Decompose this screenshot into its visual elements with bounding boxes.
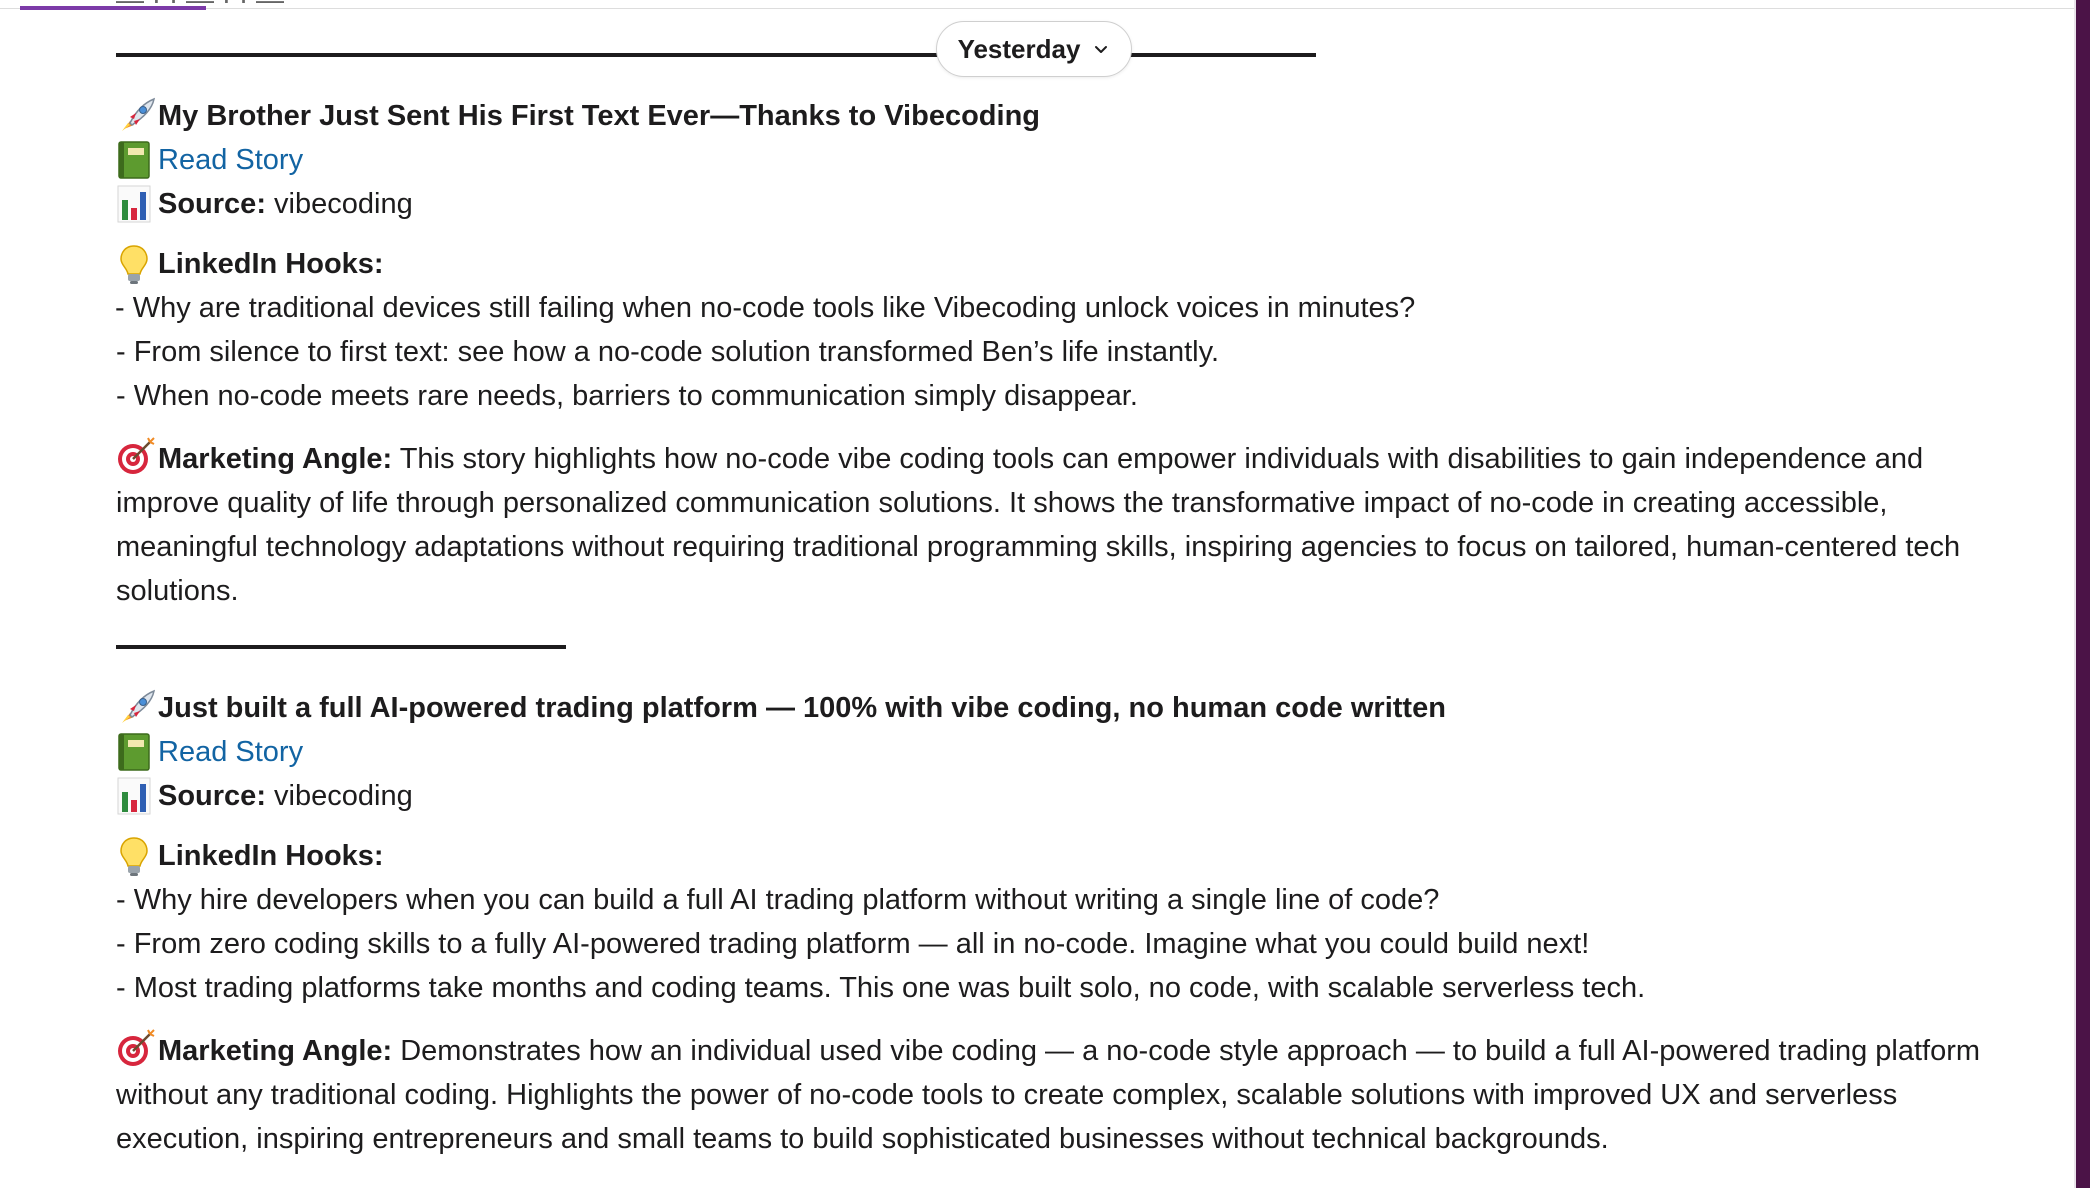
marketing-angle-label: Marketing Angle: (158, 443, 393, 475)
message-pane-top-border (0, 0, 2090, 9)
hooks-heading-row (116, 834, 2026, 878)
rocket-icon (116, 686, 158, 730)
light-bulb-icon (116, 242, 158, 286)
bar-chart-icon (116, 182, 158, 226)
source-row (116, 774, 2026, 818)
story-message (116, 686, 2026, 1161)
marketing-angle-paragraph (116, 434, 2026, 613)
read-story-row (116, 730, 2026, 774)
marketing-angle-label: Marketing Angle: (158, 1035, 393, 1067)
source-row (116, 182, 2026, 226)
marketing-angle-text: This story highlights how no-code vibe coding tools can empower individuals with disabilities to gain independence and improve quality of life through personalized communication solutions. It shows the transformative impact of no-code in creating accessible, meaningful technology adaptations without requiring traditional programming skills, inspiring agencies to focus on tailored, human-centered tech solutions. (116, 443, 1961, 607)
hook-item: - Why hire developers when you can build a full AI trading platform without writing a single line of code? (116, 884, 1440, 916)
hooks-heading: LinkedIn Hooks: (158, 840, 384, 872)
green-book-icon (116, 730, 158, 774)
direct-hit-icon (116, 1026, 158, 1070)
story-title-row (116, 686, 2026, 730)
date-label: Yesterday (957, 33, 1081, 64)
chevron-down-icon (1092, 40, 1110, 58)
story-message (116, 94, 2026, 613)
story-title: My Brother Just Sent His First Text Ever—Thanks to Vibecoding (158, 100, 1040, 132)
date-divider-line-right (1126, 53, 1316, 57)
story-title: Just built a full AI-powered trading platform — 100% with vibe coding, no human code written (158, 692, 1446, 724)
hook-item: - From silence to first text: see how a no-code solution transformed Ben’s life instantly. (116, 336, 1220, 368)
marketing-angle-paragraph (116, 1026, 2026, 1161)
hook-item: - Why are traditional devices still failing when no-code tools like Vibecoding unlock voices in minutes? (115, 292, 1416, 324)
rocket-icon (116, 94, 158, 138)
read-story-row (116, 138, 2026, 182)
hook-item: - From zero coding skills to a fully AI-powered trading platform — all in no-code. Imagine what you could build next! (116, 928, 1590, 960)
sidebar-edge (2076, 0, 2090, 1188)
read-story-link[interactable]: Read Story (158, 736, 304, 768)
clipped-previous-message (116, 0, 284, 10)
hooks-heading: LinkedIn Hooks: (158, 248, 384, 280)
hooks-heading-row (116, 242, 2026, 286)
date-jump-button[interactable] (936, 21, 1132, 77)
date-divider-line-left (116, 53, 942, 57)
green-book-icon (116, 138, 158, 182)
marketing-angle-text: Demonstrates how an individual used vibe coding — a no-code style approach — to build a full AI-powered trading platform without any traditional coding. Highlights the power of no-code tools to create complex, scalable solutions with improved UX and serverless execution, inspiring entrepreneurs and small teams to build sophisticated businesses without technical backgrounds. (116, 1035, 1981, 1155)
story-separator (116, 645, 566, 649)
light-bulb-icon (116, 834, 158, 878)
source-value: vibecoding (274, 780, 413, 812)
source-label: Source: (158, 188, 266, 220)
story-title-row (116, 94, 2026, 138)
source-label: Source: (158, 780, 266, 812)
hook-item: - Most trading platforms take months and coding teams. This one was built solo, no code, with scalable serverless tech. (116, 972, 1646, 1004)
direct-hit-icon (116, 434, 158, 478)
bar-chart-icon (116, 774, 158, 818)
hook-item: - When no-code meets rare needs, barriers to communication simply disappear. (116, 380, 1138, 412)
read-story-link[interactable]: Read Story (158, 144, 304, 176)
source-value: vibecoding (274, 188, 413, 220)
